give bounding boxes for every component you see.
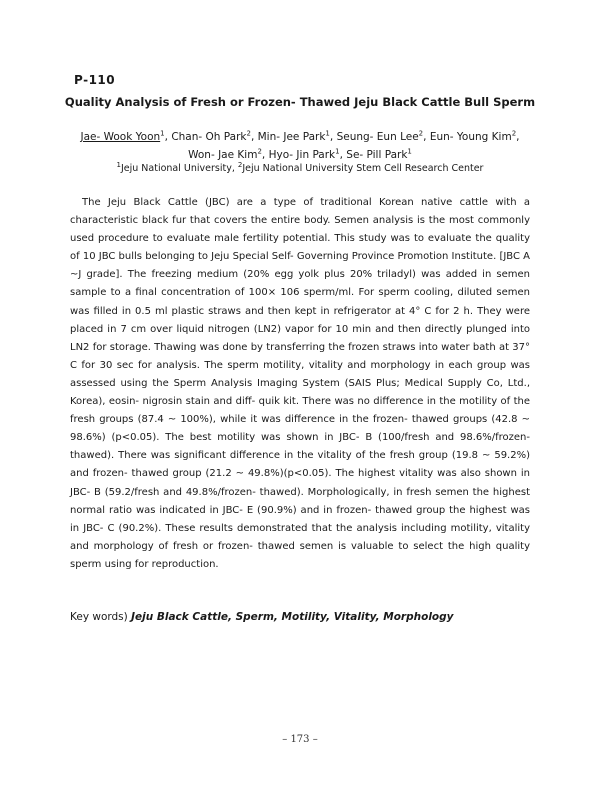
affiliations xyxy=(70,160,530,174)
paper-title: Quality Analysis of Fresh or Frozen- Thawed Jeju Black Cattle Bull Sperm xyxy=(64,95,536,109)
author-name: , Chan- Oh Park xyxy=(164,131,247,143)
first-author: Jae- Wook Yoon xyxy=(80,131,161,143)
affiliation-marker: 1 xyxy=(335,147,340,156)
affiliation-marker: 1 xyxy=(407,147,412,156)
paper-id: P-110 xyxy=(74,73,116,87)
affiliation-marker: 1 xyxy=(116,160,121,169)
keywords xyxy=(70,611,530,623)
affiliation-text: Jeju National University Stem Cell Research Center xyxy=(242,163,484,174)
affiliation-marker: 2 xyxy=(418,129,424,138)
author-name: , Eun- Young Kim xyxy=(423,131,512,143)
author-list xyxy=(70,128,530,164)
author-separator: , xyxy=(516,131,520,143)
page-number: – 173 – xyxy=(282,734,318,745)
affiliation-marker: 2 xyxy=(246,129,251,138)
author-name: Won- Jae Kim xyxy=(188,149,258,161)
affiliation-marker: 2 xyxy=(257,147,262,156)
affiliation-marker: 2 xyxy=(511,129,517,138)
author-name: , Min- Jee Park xyxy=(250,131,326,143)
author-name: , Hyo- Jin Park xyxy=(261,149,336,161)
affiliation-marker: 2 xyxy=(237,160,243,169)
keywords-terms: Jeju Black Cattle, Sperm, Motility, Vitality, Morphology xyxy=(131,611,454,623)
affiliation-marker: 1 xyxy=(325,129,330,138)
affiliation-marker: 1 xyxy=(160,129,165,138)
affiliation-text: Jeju National University, xyxy=(120,163,238,174)
keywords-label: Key words) xyxy=(70,611,132,623)
abstract-body: The Jeju Black Cattle (JBC) are a type of traditional Korean native cattle with a characteristic black fur that covers the entire body. Semen analysis is the most commonly used procedure to evaluate male fertility potential. This study was to evaluate the quality of 10 JBC bulls belonging to Jeju Special Self- Governing Province Promotion Institute. [JBC A ~J grade]. The freezing medium (20% egg yolk plus 20% triladyl) was added in semen sample to a final concentration of 100× 106 sperm/ml. For sperm cooling, diluted semen was filled in 0.5 ml plastic straws and then kept in refrigerator at 4° C for 2 h. They were placed in 7 cm over liquid nitrogen (LN2) vapor for 10 min and then directly plunged into LN2 for storage. Thawing was done by transferring the frozen straws into water bath at 37° C for 30 sec for analysis. The sperm motility, vitality and morphology in each group was assessed using the Sperm Analysis Imaging System (SAIS Plus; Medical Supply Co, Ltd., Korea), eosin- nigrosin stain and diff- quik kit. There was no difference in the motility of the fresh groups (87.4 ~ 100%), while it was difference in the frozen- thawed groups (42.8 ~ 98.6%) (p<0.05). The best motility was shown in JBC- B (100/fresh and 98.6%/frozen- thawed). There was significant difference in the vitality of the fresh group (19.8 ~ 59.2%) and frozen- thawed group (21.2 ~ 49.8%)(p<0.05). The highest vitality was also shown in JBC- B (59.2/fresh and 49.8%/frozen- thawed). Morphologically, in fresh semen the highest normal ratio was indicated in JBC- E (90.9%) and in frozen- thawed group the highest was in JBC- C (90.2%). These results demonstrated that the analysis including motility, vitality and morphology of fresh or frozen- thawed semen is valuable to select the high quality sperm using for reproduction. xyxy=(70,197,530,570)
author-name: , Se- Pill Park xyxy=(339,149,408,161)
author-name: , Seung- Eun Lee xyxy=(329,131,419,143)
